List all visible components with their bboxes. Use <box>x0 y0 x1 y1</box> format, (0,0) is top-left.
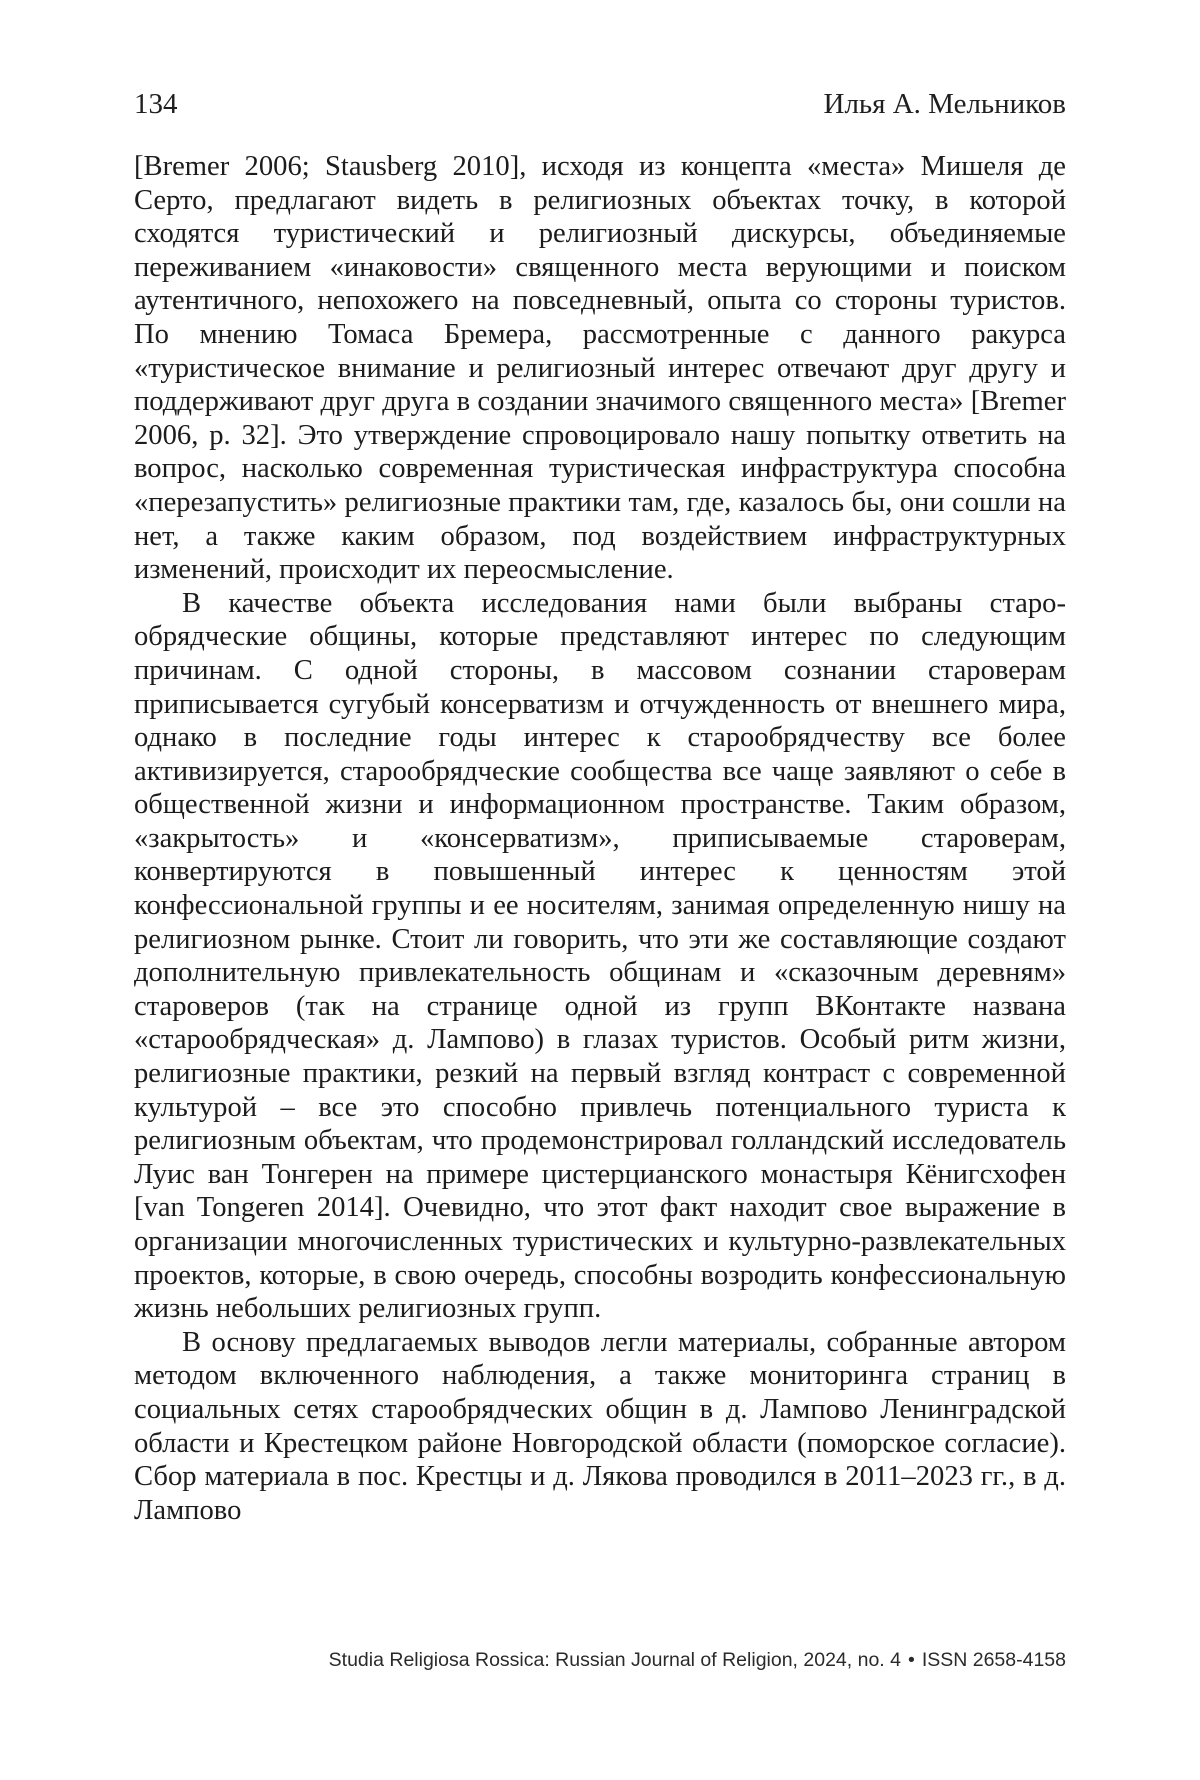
page-number: 134 <box>134 88 178 120</box>
article-body <box>134 150 1066 1527</box>
journal-footer <box>329 1649 1066 1672</box>
running-head-author: Илья А. Мельников <box>823 88 1066 120</box>
paragraph-2: В качестве объекта исследования нами были выбраны старообрядческие общины, которые представляют интерес по следующим причинам. С одной стороны, в массовом сознании староверам приписывается сугубый консерватизм и отчужденность от внешнего мира, однако в последние годы интерес к старообрядчеству все более активизируется, старообрядческие сообщества все чаще заявляют о себе в общественной жизни и информационном пространстве. Таким образом, «закрытость» и «консерватизм», приписываемые староверам, конвертируются в повышенный интерес к ценностям этой конфессиональной группы и ее носителям, занимая определенную нишу на религиозном рынке. Стоит ли говорить, что эти же составляющие создают дополнительную привлекательность общинам и «сказочным деревням» староверов (так на странице одной из групп ВКонтакте названа «старообрядческая» д. Лампово) в глазах туристов. Особый ритм жизни, религиозные практики, резкий на первый взгляд контраст с современной культурой – все это способно привлечь потенциального туриста к религиозным объектам, что продемонстрировал голландский исследователь Луис ван Тонгерен на примере цистерцианского монастыря Кёнигсхофен [van Tongeren 2014]. Очевидно, что этот факт находит свое выражение в организации многочисленных туристических и культурно-развлекательных проектов, которые, в свою очередь, способны возродить конфессиональную жизнь небольших религиозных групп. <box>134 587 1066 1325</box>
page-header <box>134 88 1066 124</box>
paragraph-1: [Bremer 2006; Stausberg 2010], исходя из концепта «места» Мишеля де Серто, предлагают видеть в религиозных объектах точку, в которой сходятся туристический и религиозный дискурсы, объединяемые переживанием «инаковости» священного места верующими и поиском аутентичного, непохожего на повседневный, опыта со стороны туристов. По мнению Томаса Бремера, рассмотренные с данного ракурса «туристическое внимание и религиозный интерес отвечают друг другу и поддерживают друг друга в создании значимого священного места» [Bremer 2006, p. 32]. Это утверждение спровоцировало нашу попытку ответить на вопрос, насколько современная туристическая инфраструктура способна «перезапустить» религиозные практики там, где, казалось бы, они сошли на нет, а также каким образом, под воздействием инфраструктурных изменений, происходит их переосмысление. <box>134 151 1066 586</box>
journal-citation: Studia Religiosa Rossica: Russian Journal of Religion, 2024, no. 4 <box>328 1649 901 1671</box>
journal-issn: ISSN 2658-4158 <box>921 1649 1066 1671</box>
footer-separator: • <box>907 1649 915 1671</box>
paragraph-3: В основу предлагаемых выводов легли материалы, собранные автором методом включенного наблюдения, а также мониторинга страниц в социальных сетях старообрядческих общин в д. Лампово Ленинградской области и Крестецком районе Новгородской области (поморское согласие). Сбор материала в пос. Крестцы и д. Лякова проводился в 2011–2023 гг., в д. Лампово <box>134 1326 1066 1526</box>
